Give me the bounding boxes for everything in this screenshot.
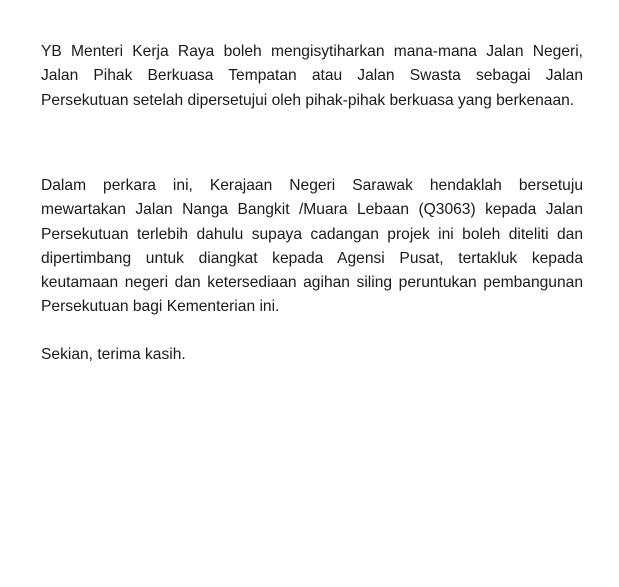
paragraph-declaration: YB Menteri Kerja Raya boleh mengisytiharkan mana-mana Jalan Negeri, Jalan Pihak Berkuasa Tempatan atau Jalan Swasta sebagai Jalan Persekutuan setelah dipersetujui oleh pihak-pihak berkuasa yang berkenaan. — [41, 43, 583, 109]
closing-line: Sekian, terima kasih. — [41, 346, 186, 363]
paragraph-sarawak-gazette: Dalam perkara ini, Kerajaan Negeri Sarawak hendaklah bersetuju mewartakan Jalan Nanga Bangkit /Muara Lebaan (Q3063) kepada Jalan Persekutuan terlebih dahulu supaya cadangan projek ini boleh diteliti dan dipertimbang untuk diangkat kepada Agensi Pusat, tertakluk kepada keutamaan negeri dan ketersediaan agihan siling peruntukan pembangunan Persekutuan bagi Kementerian ini. — [41, 177, 583, 316]
